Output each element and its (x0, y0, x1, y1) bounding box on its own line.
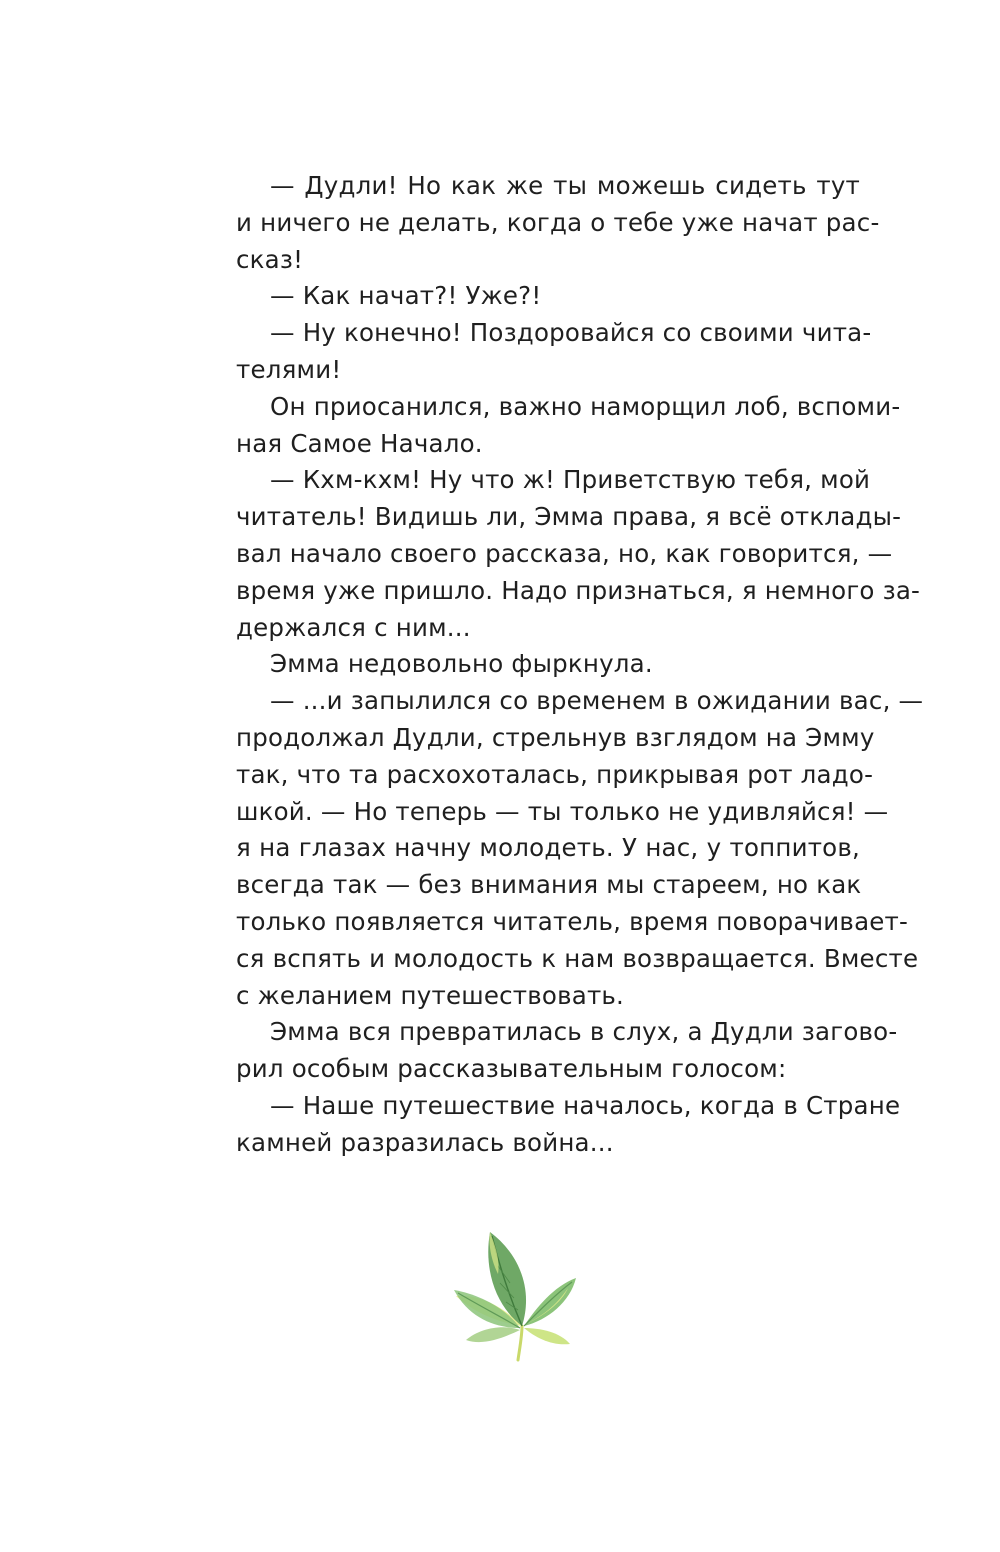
text-line: сказ! (236, 244, 304, 274)
text-line: Он приосанился, важно наморщил лоб, вспоми- (270, 391, 901, 421)
text-line: и ничего не делать, когда о тебе уже начат рас- (236, 207, 880, 237)
text-line: ся вспять и молодость к нам возвращается. Вместе (236, 943, 919, 973)
text-line: я на глазах начну молодеть. У нас, у топпитов, (236, 833, 860, 863)
leaf-sprig-icon (448, 1228, 578, 1363)
text-line: вал начало своего рассказа, но, как говорится, — (236, 538, 893, 568)
text-line: — Дудли! Но как же ты можешь сидеть тут (270, 171, 860, 200)
text-line: Эмма недовольно фыркнула. (270, 649, 653, 679)
text-line: — Кхм-кхм! Ну что ж! Приветствую тебя, мой (270, 465, 871, 495)
body-text (236, 168, 924, 1162)
text-line: — Наше путешествие началось, когда в Стране (270, 1090, 901, 1120)
text-line: только появляется читатель, время поворачивает- (236, 906, 909, 936)
text-line: — Как начат?! Уже?! (270, 281, 542, 311)
text-line: Эмма вся превратилась в слух, а Дудли загово- (270, 1017, 898, 1047)
text-line: — Ну конечно! Поздоровайся со своими чита- (270, 318, 872, 348)
text-line: держался с ним... (236, 612, 471, 642)
text-line: рил особым рассказывательным голосом: (236, 1054, 787, 1084)
text-line: ная Самое Начало. (236, 428, 483, 458)
text-line: так, что та расхохоталась, прикрывая рот ладо- (236, 759, 874, 789)
text-line: читатель! Видишь ли, Эмма права, я всё отклады- (236, 502, 902, 532)
text-line: камней разразилась война... (236, 1127, 614, 1157)
text-line: — ...и запылился со временем в ожидании вас, — (270, 686, 924, 716)
text-line: время уже пришло. Надо признаться, я немного за- (236, 575, 921, 605)
text-line: продолжал Дудли, стрельнув взглядом на Эмму (236, 722, 875, 752)
text-line: с желанием путешествовать. (236, 980, 625, 1010)
text-line: телями! (236, 354, 342, 384)
text-line: шкой. — Но теперь — ты только не удивляйся! — (236, 796, 889, 826)
text-line: всегда так — без внимания мы стареем, но как (236, 870, 862, 900)
